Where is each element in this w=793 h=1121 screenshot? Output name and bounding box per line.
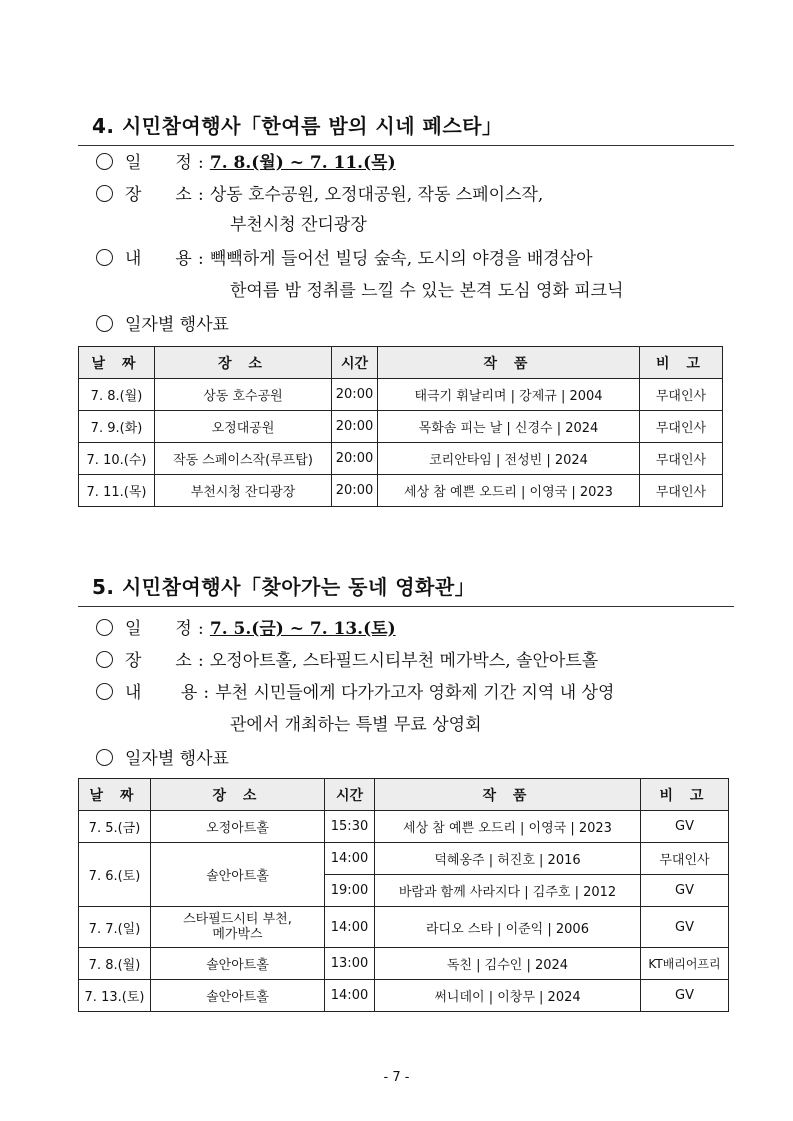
header-time: 시간 — [325, 779, 375, 811]
content-line: 내 용 : 빽빽하게 들어선 빌딩 숲속, 도시의 야경을 배경삼아 — [96, 246, 593, 272]
schedule-label: 일 정 — [125, 619, 192, 639]
place-line: 장 소 : 상동 호수공원, 오정대공원, 작동 스페이스작, — [96, 182, 543, 208]
cell-date: 7. 5.(금) — [79, 811, 151, 843]
cell-place: 솔안아트홀 — [151, 843, 325, 907]
cell-work: 세상 참 예쁜 오드리 | 이영국 | 2023 — [378, 475, 640, 507]
place-label: 장 소 — [125, 185, 192, 205]
cell-place: 작동 스페이스작(루프탑) — [155, 443, 332, 475]
cell-time: 14:00 — [325, 843, 375, 875]
place-value-1: 상동 호수공원, 오정대공원, 작동 스페이스작, — [209, 185, 544, 205]
cell-work: 코리안타임 | 전성빈 | 2024 — [378, 443, 640, 475]
cell-time: 20:00 — [332, 411, 378, 443]
table-header-row — [79, 347, 723, 379]
cell-place-line-2: 메가박스 — [212, 927, 263, 942]
section-4-schedule-table — [78, 346, 723, 507]
cell-note: 무대인사 — [640, 411, 723, 443]
cell-time: 20:00 — [332, 475, 378, 507]
table-row — [79, 411, 723, 443]
cell-note: GV — [641, 875, 729, 907]
content-line: 내 용 : 부천 시민들에게 다가가고자 영화제 기간 지역 내 상영 — [96, 680, 614, 706]
cell-note: GV — [641, 980, 729, 1012]
circle-bullet-icon — [96, 749, 113, 766]
daily-label: 일자별 행사표 — [125, 749, 229, 769]
cell-work: 라디오 스타 | 이준익 | 2006 — [375, 907, 641, 948]
table-row — [79, 379, 723, 411]
circle-bullet-icon — [96, 153, 113, 170]
circle-bullet-icon — [96, 249, 113, 266]
cell-date: 7. 10.(수) — [79, 443, 155, 475]
place-label: 장 소 — [125, 651, 192, 671]
section-5 — [78, 571, 738, 607]
schedule-line: 일 정 : 7. 5.(금) ~ 7. 13.(토) — [96, 616, 396, 642]
header-place: 장 소 — [151, 779, 325, 811]
cell-place: 솔안아트홀 — [151, 948, 325, 980]
cell-date: 7. 6.(토) — [79, 843, 151, 907]
place-value-1: 오정아트홀, 스타필드시티부천 메가박스, 솔안아트홀 — [209, 651, 599, 671]
schedule-value: 7. 8.(월) ~ 7. 11.(목) — [209, 153, 396, 173]
cell-note: 무대인사 — [641, 843, 729, 875]
cell-work: 세상 참 예쁜 오드리 | 이영국 | 2023 — [375, 811, 641, 843]
schedule-label: 일 정 — [125, 153, 192, 173]
cell-time: 20:00 — [332, 379, 378, 411]
circle-bullet-icon — [96, 651, 113, 668]
header-time: 시간 — [332, 347, 378, 379]
section-5-title: 5. 시민참여행사「찾아가는 동네 영화관」 — [78, 571, 734, 607]
cell-date: 7. 7.(일) — [79, 907, 151, 948]
cell-time: 20:00 — [332, 443, 378, 475]
cell-date: 7. 8.(월) — [79, 379, 155, 411]
circle-bullet-icon — [96, 683, 113, 700]
circle-bullet-icon — [96, 185, 113, 202]
header-date: 날 짜 — [79, 779, 151, 811]
content-value-1: 빽빽하게 들어선 빌딩 숲속, 도시의 야경을 배경삼아 — [209, 249, 593, 269]
cell-work: 써니데이 | 이창무 | 2024 — [375, 980, 641, 1012]
table-row — [79, 475, 723, 507]
table-row — [79, 948, 729, 980]
table-row — [79, 980, 729, 1012]
cell-date: 7. 9.(화) — [79, 411, 155, 443]
table-row — [79, 443, 723, 475]
table-header-row — [79, 779, 729, 811]
content-value-1: 부천 시민들에게 다가가고자 영화제 기간 지역 내 상영 — [215, 683, 615, 703]
cell-note: 무대인사 — [640, 443, 723, 475]
header-note: 비 고 — [640, 347, 723, 379]
daily-label-line — [96, 312, 229, 338]
cell-date: 7. 13.(토) — [79, 980, 151, 1012]
cell-place: 솔안아트홀 — [151, 980, 325, 1012]
cell-note: GV — [641, 811, 729, 843]
table-row — [79, 811, 729, 843]
cell-work: 독친 | 김수인 | 2024 — [375, 948, 641, 980]
header-place: 장 소 — [155, 347, 332, 379]
content-label: 내 용 — [125, 249, 192, 269]
header-work: 작 품 — [375, 779, 641, 811]
section-5-info — [78, 616, 738, 776]
daily-label-line — [96, 746, 229, 772]
place-line: 장 소 : 오정아트홀, 스타필드시티부천 메가박스, 솔안아트홀 — [96, 648, 598, 674]
cell-time: 15:30 — [325, 811, 375, 843]
cell-place: 부천시청 잔디광장 — [155, 475, 332, 507]
cell-work: 덕혜옹주 | 허진호 | 2016 — [375, 843, 641, 875]
cell-note: KT배리어프리 — [641, 948, 729, 980]
cell-place: 상동 호수공원 — [155, 379, 332, 411]
table-row — [79, 843, 729, 875]
content-value-2: 한여름 밤 정취를 느낄 수 있는 본격 도심 영화 피크닉 — [230, 281, 624, 301]
section-4-title: 4. 시민참여행사「한여름 밤의 시네 페스타」 — [78, 110, 734, 146]
cell-time: 19:00 — [325, 875, 375, 907]
schedule-value: 7. 5.(금) ~ 7. 13.(토) — [209, 619, 396, 639]
cell-work: 바람과 함께 사라지다 | 김주호 | 2012 — [375, 875, 641, 907]
cell-date: 7. 8.(월) — [79, 948, 151, 980]
cell-date: 7. 11.(목) — [79, 475, 155, 507]
header-date: 날 짜 — [79, 347, 155, 379]
section-5-schedule-table — [78, 778, 729, 1012]
cell-place: 오정아트홀 — [151, 811, 325, 843]
schedule-line: 일 정 : 7. 8.(월) ~ 7. 11.(목) — [96, 150, 396, 176]
header-work: 작 품 — [378, 347, 640, 379]
cell-work: 태극기 휘날리며 | 강제규 | 2004 — [378, 379, 640, 411]
circle-bullet-icon — [96, 315, 113, 332]
daily-label: 일자별 행사표 — [125, 315, 229, 335]
content-label: 내 용 — [125, 683, 198, 703]
section-4-info — [78, 150, 738, 340]
cell-time: 14:00 — [325, 980, 375, 1012]
cell-place — [151, 907, 325, 948]
cell-note: 무대인사 — [640, 379, 723, 411]
content-value-2: 관에서 개최하는 특별 무료 상영회 — [230, 715, 482, 735]
circle-bullet-icon — [96, 619, 113, 636]
header-note: 비 고 — [641, 779, 729, 811]
section-4 — [78, 110, 738, 146]
cell-time: 14:00 — [325, 907, 375, 948]
table-row — [79, 907, 729, 948]
place-value-2: 부천시청 잔디광장 — [230, 215, 367, 235]
cell-time: 13:00 — [325, 948, 375, 980]
cell-place-line-1: 스타필드시티 부천, — [183, 912, 292, 927]
page-number: - 7 - — [383, 1070, 410, 1085]
cell-note: 무대인사 — [640, 475, 723, 507]
cell-place: 오정대공원 — [155, 411, 332, 443]
cell-work: 목화솜 피는 날 | 신경수 | 2024 — [378, 411, 640, 443]
cell-note: GV — [641, 907, 729, 948]
